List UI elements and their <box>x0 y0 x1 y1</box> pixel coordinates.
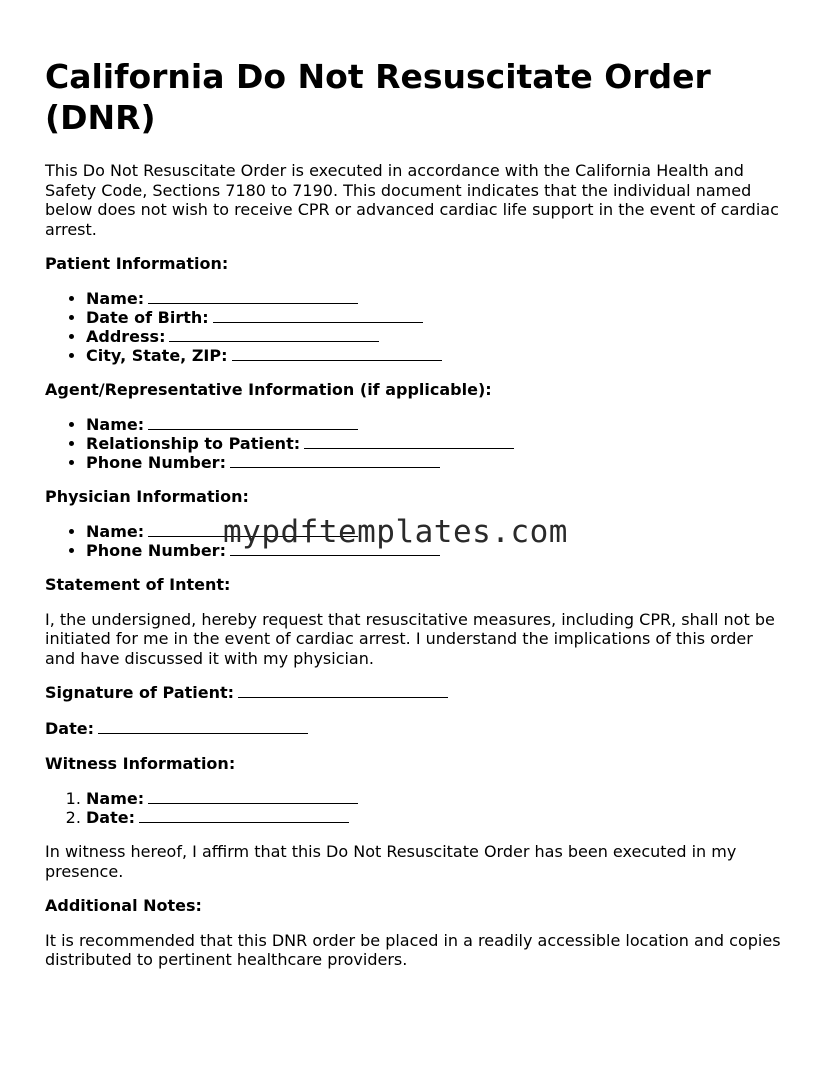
blank-line[interactable] <box>304 435 514 449</box>
blank-line[interactable] <box>148 790 358 804</box>
blank-line[interactable] <box>238 684 448 698</box>
blank-line[interactable] <box>213 309 423 323</box>
physician-phone-field[interactable]: • Phone Number: <box>86 541 785 560</box>
patient-city-state-zip-field[interactable]: • City, State, ZIP: <box>86 346 785 365</box>
agent-heading: Agent/Representative Information (if applicable): <box>45 380 492 400</box>
document-title: California Do Not Resuscitate Order (DNR) <box>45 57 711 137</box>
patient-signature-field[interactable]: Signature of Patient: <box>45 683 785 703</box>
witness-date-field[interactable]: 2. Date: <box>86 808 785 827</box>
witness-affirmation: In witness hereof, I affirm that this Do Not Resuscitate Order has been executed in my presence. <box>45 842 737 881</box>
blank-line[interactable] <box>232 347 442 361</box>
witness-heading: Witness Information: <box>45 754 236 774</box>
witness-fields-list <box>45 789 785 827</box>
agent-fields-list <box>45 415 785 473</box>
blank-line[interactable] <box>98 720 308 734</box>
statement-paragraph: I, the undersigned, hereby request that resuscitative measures, including CPR, shall not be initiated for me in the event of cardiac arrest. I understand the implications of this order and have discussed it with my physician. <box>45 609 775 668</box>
agent-name-field[interactable]: • Name: <box>86 415 785 434</box>
agent-phone-field[interactable]: • Phone Number: <box>86 453 785 472</box>
notes-paragraph: It is recommended that this DNR order be placed in a readily accessible location and copies distributed to pertinent healthcare providers. <box>45 930 781 970</box>
patient-name-field[interactable]: • Name: <box>86 289 785 308</box>
agent-relationship-field[interactable]: • Relationship to Patient: <box>86 434 785 453</box>
patient-fields-list <box>45 289 785 366</box>
patient-address-field[interactable]: • Address: <box>86 327 785 346</box>
patient-heading: Patient Information: <box>45 254 229 273</box>
statement-heading: Statement of Intent: <box>45 575 231 595</box>
patient-dob-field[interactable]: • Date of Birth: <box>86 308 785 327</box>
witness-name-field[interactable]: 1. Name: <box>86 789 785 808</box>
blank-line[interactable] <box>139 809 349 823</box>
physician-name-field[interactable]: • Name: <box>86 522 785 541</box>
blank-line[interactable] <box>230 454 440 468</box>
blank-line[interactable] <box>169 328 379 342</box>
blank-line[interactable] <box>148 416 358 430</box>
blank-line[interactable] <box>148 290 358 304</box>
intro-paragraph: This Do Not Resuscitate Order is executed in accordance with the California Health and Safety Code, Sections 7180 to 7190. This document indicates that the individual named below does not wish to receive CPR or advanced cardiac life support in the event of cardiac arrest. <box>45 161 779 239</box>
date-field[interactable]: Date: <box>45 719 785 739</box>
notes-heading: Additional Notes: <box>45 896 202 916</box>
physician-heading: Physician Information: <box>45 487 249 507</box>
watermark: mypdftemplates.com <box>223 514 568 550</box>
